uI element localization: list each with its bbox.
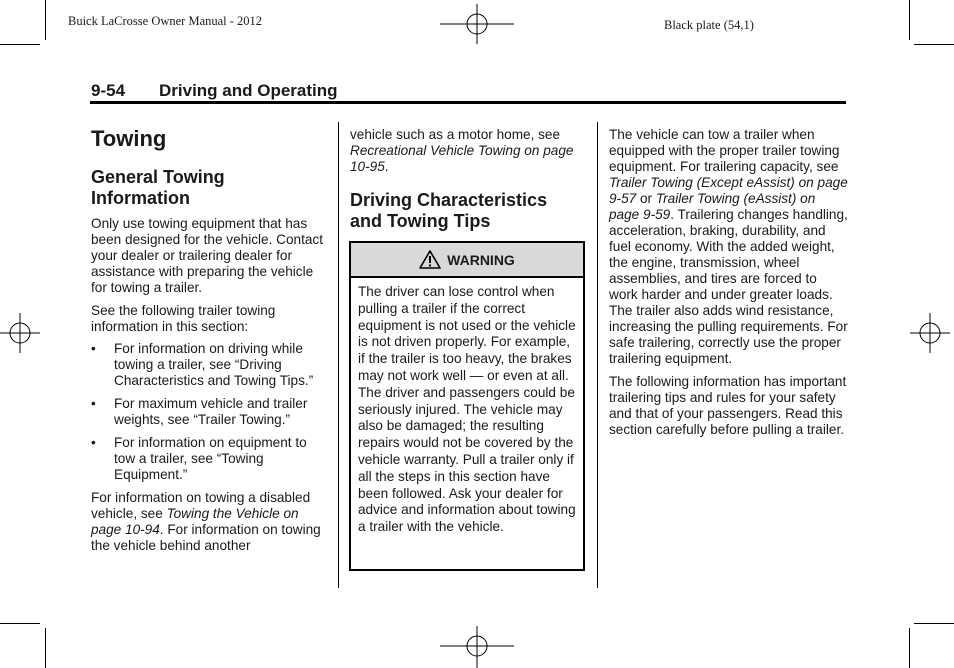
- paragraph: Only use towing equipment that has been designed for the vehicle. Contact your dealer or trailering dealer for assistance with preparing the vehicle for towing a trailer.: [91, 216, 324, 295]
- cross-reference[interactable]: Trailer Towing (eAssist) on page 9-59: [609, 191, 816, 222]
- paragraph: [350, 127, 586, 175]
- list-item: [91, 341, 331, 389]
- list-item-text: For maximum vehicle and trailer weights, see “Trailer Towing.”: [114, 396, 308, 427]
- text-run: . For information on towing the vehicle behind another: [91, 522, 321, 553]
- text-run: or: [636, 191, 656, 206]
- section-heading: [91, 167, 331, 209]
- list-item-text: For information on driving while towing a trailer, see “Driving Characteristics and Towing Tips.”: [114, 341, 314, 388]
- heading-line: Information: [91, 188, 190, 208]
- registration-mark-icon: [440, 626, 516, 668]
- crop-mark: [909, 628, 910, 668]
- crop-mark: [909, 0, 910, 40]
- warning-header: [351, 243, 583, 278]
- warning-triangle-icon: [419, 250, 441, 269]
- page-title: Towing: [91, 126, 167, 151]
- heading-line: and Towing Tips: [350, 211, 491, 231]
- bullet-icon: •: [91, 396, 96, 411]
- cross-reference[interactable]: Trailer Towing (Except eAssist) on page 9-57: [609, 175, 848, 206]
- page-number: 9-54: [91, 81, 126, 100]
- text-run: For information on towing a disabled vehicle, see: [91, 490, 311, 521]
- crop-mark: [914, 44, 954, 45]
- warning-box: [349, 241, 585, 571]
- column-2: [350, 127, 586, 232]
- paragraph: [91, 490, 331, 554]
- bullet-icon: •: [91, 341, 96, 356]
- section-heading: [350, 190, 586, 232]
- crop-mark: [0, 44, 40, 45]
- heading-line: Driving Characteristics: [350, 190, 548, 210]
- list-item: [91, 435, 331, 483]
- header-rule: [90, 101, 846, 104]
- registration-mark-icon: [910, 313, 950, 353]
- registration-mark-icon: [440, 4, 516, 44]
- heading-line: General Towing: [91, 167, 225, 187]
- text-run: vehicle such as a motor home, see: [350, 127, 561, 142]
- paragraph: See the following trailer towing information in this section:: [91, 303, 276, 334]
- list-item: [91, 396, 331, 428]
- crop-mark: [45, 0, 46, 40]
- cross-reference[interactable]: Towing the Vehicle on page 10-94: [91, 506, 299, 537]
- warning-label: WARNING: [447, 251, 515, 268]
- crop-mark: [0, 623, 40, 624]
- bullet-icon: •: [91, 435, 96, 450]
- column-divider: [338, 122, 339, 588]
- crop-mark: [45, 628, 46, 668]
- column-3: [609, 127, 849, 438]
- paragraph: [609, 127, 849, 367]
- cross-reference[interactable]: Recreational Vehicle Towing on page 10-95: [350, 143, 574, 174]
- text-run: The vehicle can tow a trailer when equipped with the proper trailer towing equipment. For trailering capacity, see: [609, 127, 840, 174]
- column-1: [91, 126, 331, 554]
- section-title: Driving and Operating: [159, 81, 338, 100]
- list-item-text: For information on equipment to tow a trailer, see “Towing Equipment.”: [114, 435, 307, 482]
- manual-title: Buick LaCrosse Owner Manual - 2012: [68, 14, 263, 28]
- warning-text: The driver can lose control when pulling a trailer if the correct equipment is not used or the vehicle is not driven properly. For example, if the trailer is too heavy, the brakes may not work well — or even at all. The driver and passengers could be seriously injured. The vehicle may also be damaged; the resulting repairs would not be covered by the vehicle warranty. Pull a trailer only if all the steps in this section have been followed. Ask your dealer for advice and information about towing a trailer with the vehicle.: [358, 284, 576, 535]
- registration-mark-icon: [0, 313, 40, 353]
- text-run: .: [384, 159, 389, 174]
- plate-label: Black plate (54,1): [664, 18, 754, 32]
- paragraph: The following information has important trailering tips and rules for your safety and that of your passengers. Read this section carefully before pulling a trailer.: [609, 374, 847, 437]
- crop-mark: [914, 623, 954, 624]
- column-divider: [597, 122, 598, 588]
- text-run: . Trailering changes handling, acceleration, braking, durability, and fuel economy. With the added weight, the engine, transmission, wheel assemblies, and tires are forced to work harder and under greater loads. The trailer also adds wind resistance, increasing the pulling requirements. For safe trailering, correctly use the proper trailering equipment.: [609, 207, 848, 366]
